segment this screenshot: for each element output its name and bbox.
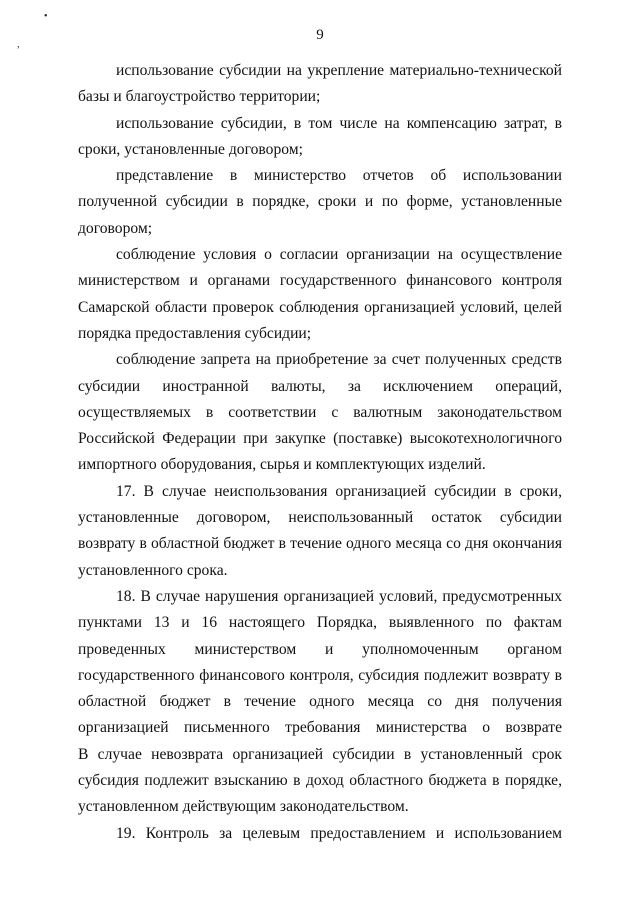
paragraph-line: использование субсидии, в том числе на компенсацию затрат, в xyxy=(116,114,562,132)
paragraph-line: установленном действующим законодательством. xyxy=(78,798,409,816)
paragraph xyxy=(78,479,562,584)
paragraph xyxy=(78,111,562,164)
paragraph-line: соблюдение запрета на приобретение за счет полученных средств xyxy=(116,351,562,369)
paragraph-line: возврату в областной бюджет в течение одного месяца со дня окончания xyxy=(78,535,562,553)
paragraph-line: базы и благоустройство территории; xyxy=(78,88,321,106)
paragraph-line: субсидия подлежит взысканию в доход областного бюджета в порядке, xyxy=(78,772,562,790)
paragraph-line: полученной субсидии в порядке, сроки и по форме, установленные xyxy=(78,193,562,211)
paragraph xyxy=(78,163,562,242)
paragraph-line: установленные договором, неиспользованный остаток субсидии xyxy=(78,509,562,527)
paragraph-line: порядка предоставления субсидии; xyxy=(78,324,312,342)
paragraph-line: установленного срока. xyxy=(78,561,228,579)
paragraph-line: представление в министерство отчетов об использовании xyxy=(116,167,562,185)
paragraph-line: импортного оборудования, сырья и комплектующих изделий. xyxy=(78,456,486,474)
paragraph xyxy=(78,821,562,847)
paragraph-line: министерством и органами государственного финансового контроля xyxy=(78,272,562,290)
paragraph-line: государственного финансового контроля, субсидия подлежит возврату в xyxy=(78,666,562,684)
paragraph-line: 19. Контроль за целевым предоставлением и использованием xyxy=(116,824,562,842)
paragraph-line: 18. В случае нарушения организацией условий, предусмотренных xyxy=(116,587,562,605)
paragraph-line: организацией письменного требования министерства о возврате xyxy=(78,719,562,737)
paragraph-line: пунктами 13 и 16 настоящего Порядка, выявленного по фактам xyxy=(78,614,562,632)
page-number: 9 xyxy=(316,27,324,43)
paragraph-line: сроки, установленные договором; xyxy=(78,140,303,158)
paragraph xyxy=(78,58,562,111)
paragraph-line: 17. В случае неиспользования организацией субсидии в сроки, xyxy=(116,482,562,500)
paragraph-line: В случае невозврата организацией субсидии в установленный срок xyxy=(78,745,562,763)
paragraph-line: осуществляемых в соответствии с валютным законодательством xyxy=(78,403,562,421)
paragraph-line: использование субсидии на укрепление материально-технической xyxy=(116,62,562,79)
paragraph xyxy=(78,584,562,821)
paragraph-line: областной бюджет в течение одного месяца со дня получения xyxy=(78,693,562,711)
paragraph-line: Российской Федерации при закупке (поставке) высокотехнологичного xyxy=(78,430,562,448)
paragraph-line: проведенных министерством и уполномоченным органом xyxy=(78,640,562,658)
paragraph-line: субсидии иностранной валюты, за исключением операций, xyxy=(78,377,562,395)
paragraph xyxy=(78,242,562,347)
paragraph xyxy=(78,347,562,478)
scan-dot: • xyxy=(44,11,48,22)
scan-mark: , xyxy=(17,39,20,50)
document-body xyxy=(78,58,562,847)
paragraph-line: договором; xyxy=(78,219,153,237)
paragraph-line: Самарской области проверок соблюдения организацией условий, целей xyxy=(78,298,562,316)
paragraph-line: соблюдение условия о согласии организации на осуществление xyxy=(116,246,562,264)
